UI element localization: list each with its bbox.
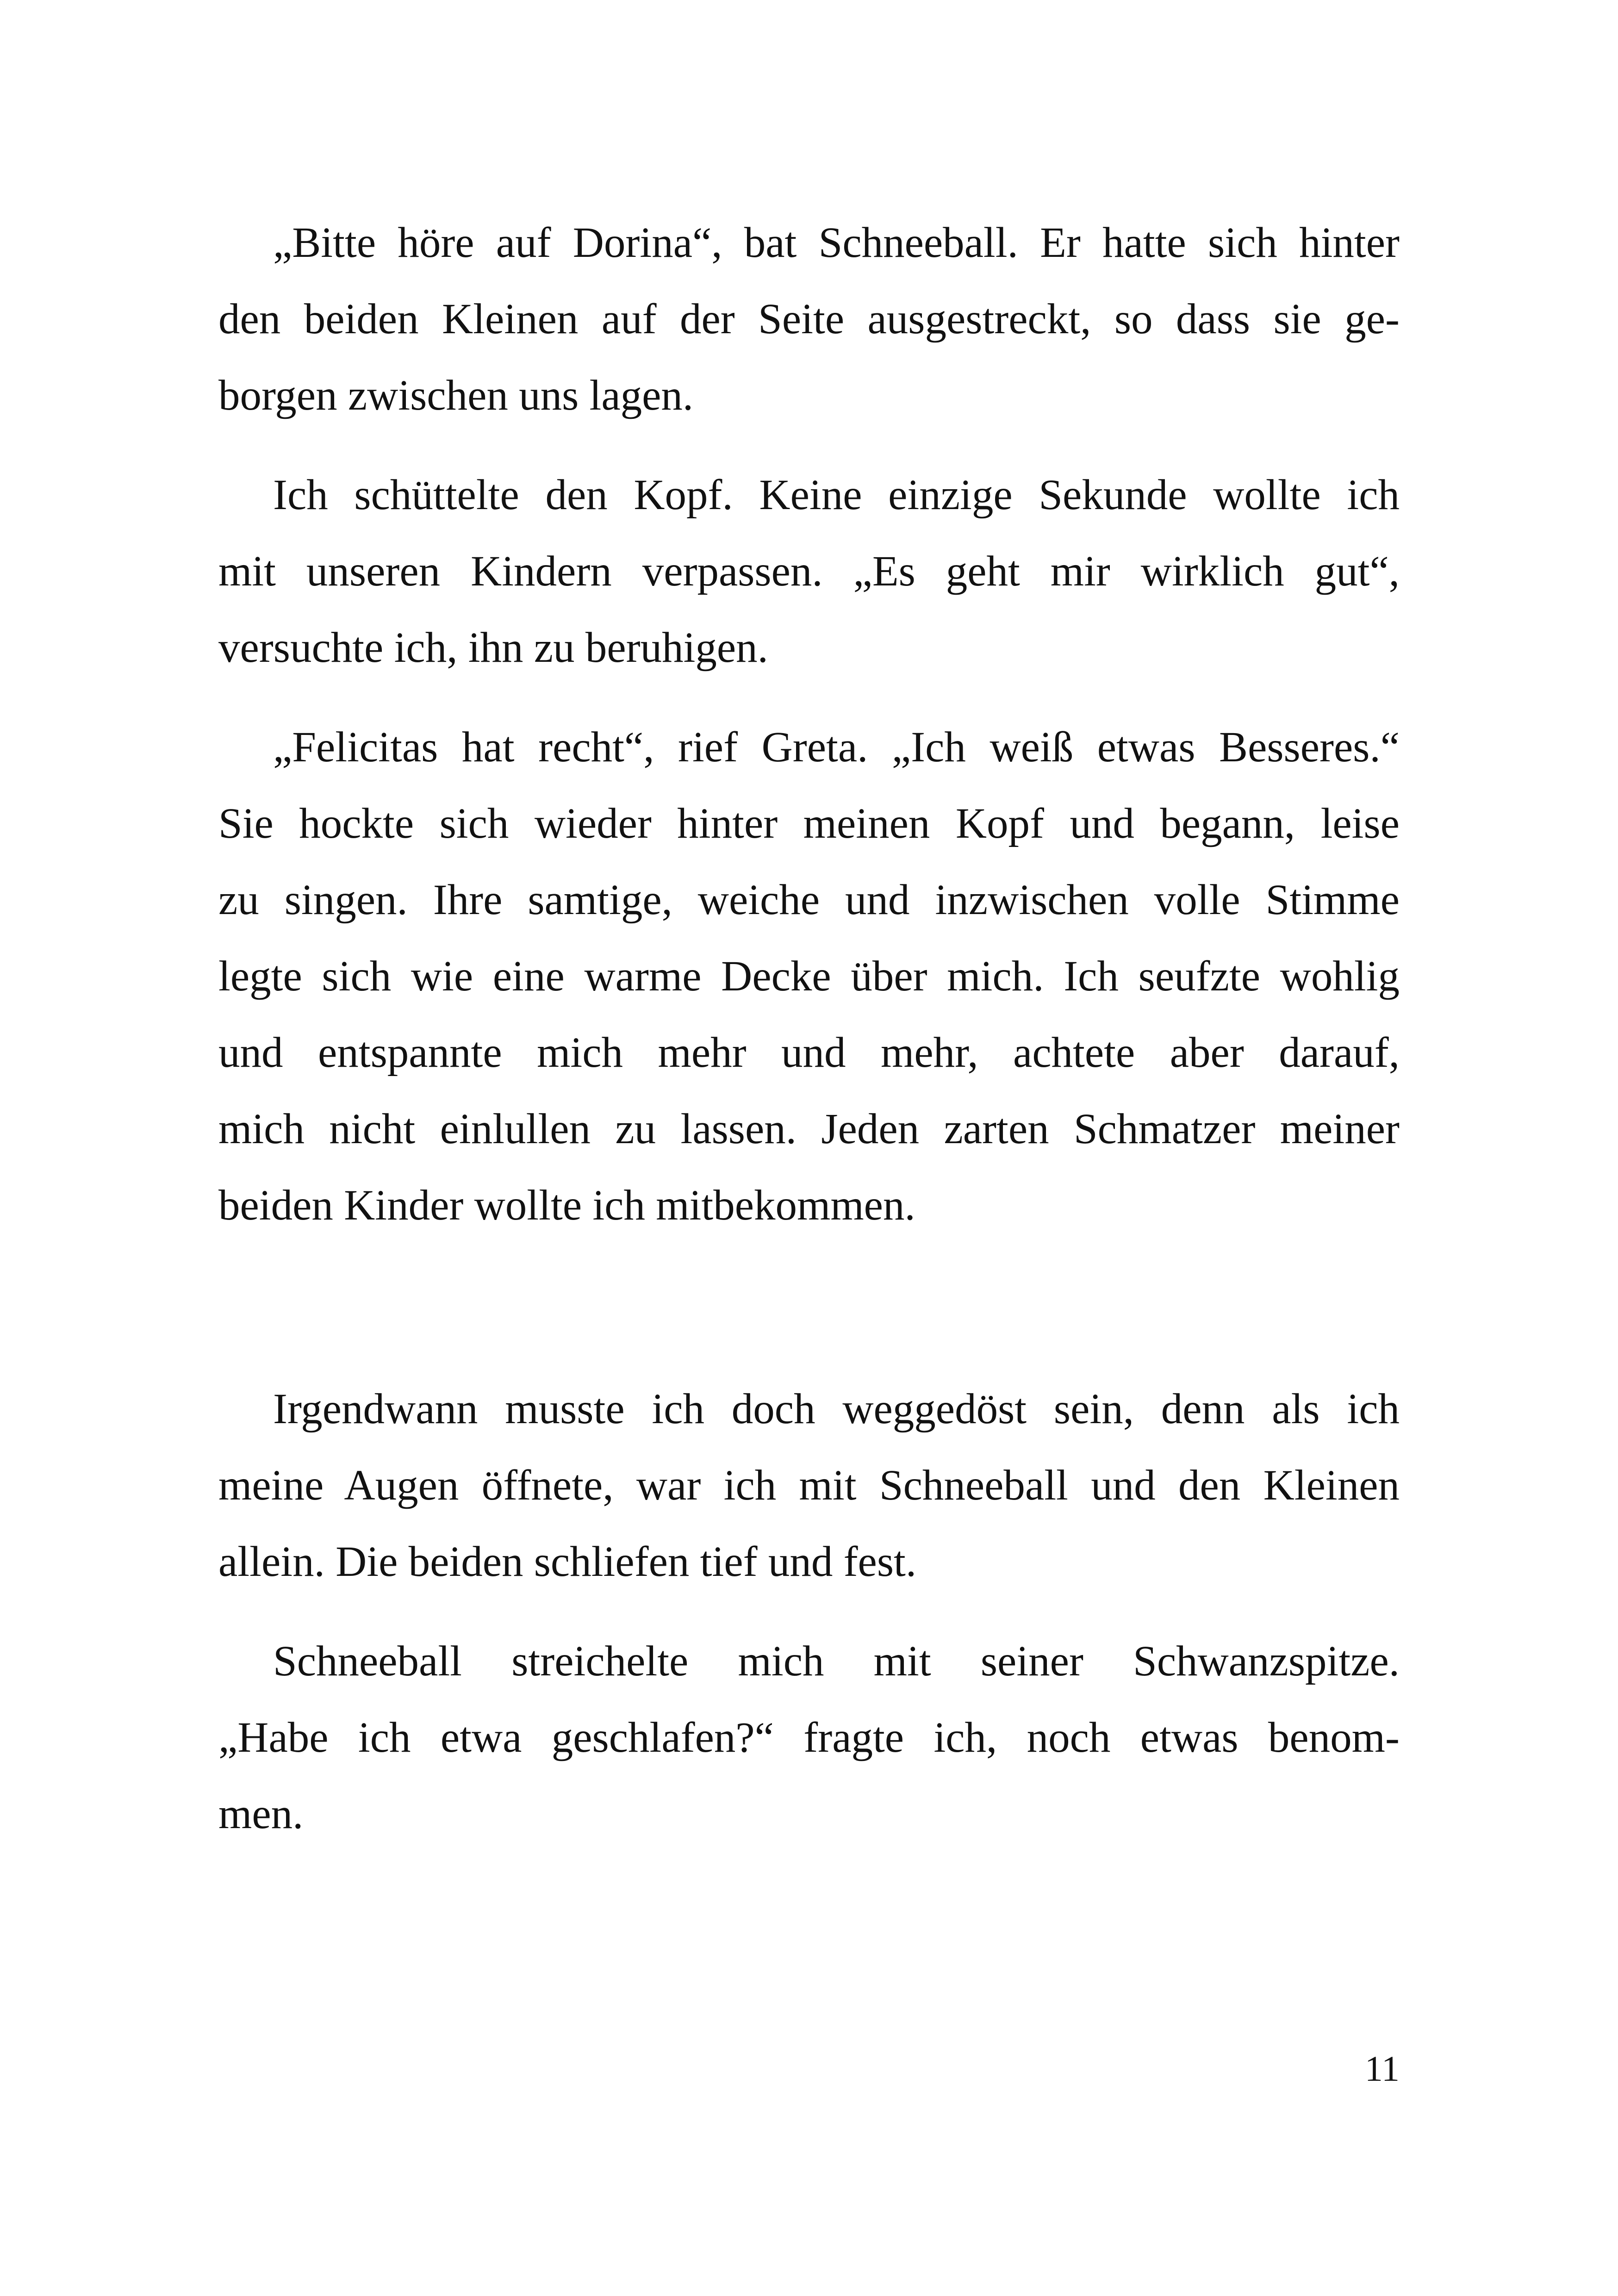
paragraph-line: Irgendwann musste ich doch weggedöst sein, denn als ich (273, 1385, 1400, 1433)
paragraph-line: borgen zwischen uns lagen. (218, 372, 694, 419)
paragraph-line: Sie hockte sich wieder hinter meinen Kopf und begann, leise (218, 800, 1400, 847)
paragraph-line: allein. Die beiden schliefen tief und fest. (218, 1538, 917, 1586)
paragraph-line: mit unseren Kindern verpassen. „Es geht mir wirklich gut“, (218, 548, 1400, 595)
page-number: 11 (1364, 2048, 1400, 2089)
paragraph-line: meine Augen öffnete, war ich mit Schneeball und den Kleinen (218, 1462, 1400, 1509)
paragraph-line: Ich schüttelte den Kopf. Keine einzige Sekunde wollte ich (273, 471, 1400, 519)
paragraph-line: legte sich wie eine warme Decke über mich. Ich seufzte wohlig (218, 952, 1400, 1000)
paragraph-line: zu singen. Ihre samtige, weiche und inzwischen volle Stimme (218, 876, 1400, 924)
paragraph-line: „Felicitas hat recht“, rief Greta. „Ich weiß etwas Besseres.“ (273, 723, 1400, 771)
paragraph-line: „Habe ich etwa geschlafen?“ fragte ich, noch etwas benom- (218, 1714, 1400, 1761)
paragraph-line: men. (218, 1790, 304, 1838)
paragraph-line: versuchte ich, ihn zu beruhigen. (218, 624, 768, 672)
paragraph-line: den beiden Kleinen auf der Seite ausgestreckt, so dass sie ge- (218, 295, 1400, 343)
paragraph-line: Schneeball streichelte mich mit seiner Schwanzspitze. (273, 1637, 1400, 1685)
paragraph-line: mich nicht einlullen zu lassen. Jeden zarten Schmatzer meiner (218, 1105, 1400, 1153)
paragraph-line: beiden Kinder wollte ich mitbekommen. (218, 1182, 915, 1229)
paragraph-line: „Bitte höre auf Dorina“, bat Schneeball. Er hatte sich hinter (273, 219, 1400, 267)
paragraph-line: und entspannte mich mehr und mehr, achtete aber darauf, (218, 1029, 1400, 1076)
